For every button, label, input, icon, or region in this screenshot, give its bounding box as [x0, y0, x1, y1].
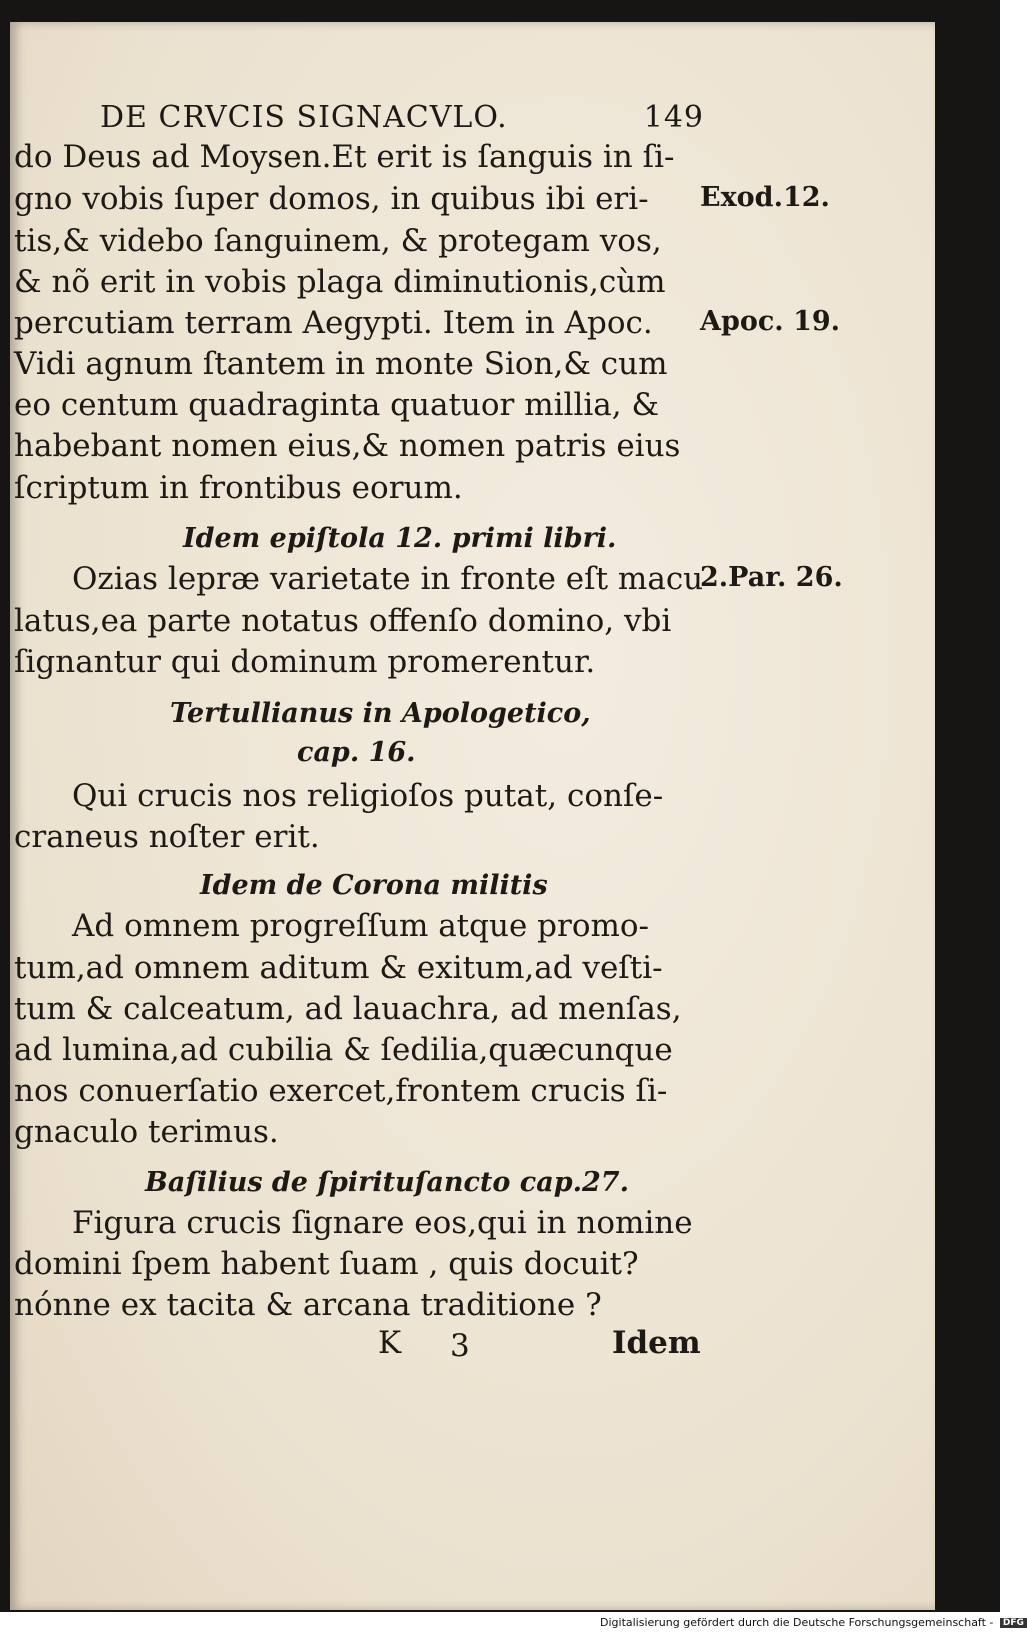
dfg-logo: DFG	[1000, 1618, 1027, 1628]
body-line: domini ſpem habent ſuam , quis docuit?	[14, 1246, 639, 1282]
signature-mark: K	[378, 1325, 402, 1361]
body-line: Qui crucis nos religioſos putat, conſe-	[72, 778, 664, 814]
body-line: latus,ea parte notatus offenſo domino, vbi	[14, 603, 672, 639]
body-line: nos conuerſatio exercet,frontem crucis ſi-	[14, 1073, 668, 1109]
body-line: tum & calceatum, ad lauachra, ad menſas,	[14, 991, 682, 1027]
body-line: ſcriptum in frontibus eorum.	[14, 470, 463, 506]
signature-number: 3	[450, 1328, 470, 1364]
body-line: percutiam terram Aegypti. Item in Apoc.	[14, 305, 653, 341]
section-subheading: cap. 16.	[297, 737, 416, 768]
section-heading: Idem de Corona militis	[200, 870, 548, 901]
margin-note-exod: Exod.12.	[700, 182, 830, 213]
body-line: craneus noſter erit.	[14, 819, 320, 855]
body-line: gnaculo terimus.	[14, 1114, 279, 1150]
catchword: Idem	[612, 1325, 701, 1361]
margin-note-apoc: Apoc. 19.	[700, 306, 841, 337]
running-head-title: DE CRVCIS SIGNACVLO.	[100, 100, 508, 135]
body-line: Vidi agnum ſtantem in monte Sion,& cum	[14, 346, 668, 382]
body-line: gno vobis ſuper domos, in quibus ibi eri-	[14, 181, 649, 217]
body-line: nónne ex tacita & arcana traditione ?	[14, 1287, 602, 1323]
body-line: habebant nomen eius,& nomen patris eius	[14, 428, 681, 464]
body-line: Ad omnem progreſſum atque promo-	[72, 908, 650, 944]
running-head	[100, 100, 704, 135]
footer-text: Digitalisierung gefördert durch die Deutsche Forschungsgemeinschaft -	[600, 1616, 994, 1629]
margin-note-par: 2.Par. 26.	[700, 562, 843, 593]
body-line: do Deus ad Moysen.Et erit is ſanguis in ſi-	[14, 139, 675, 175]
body-line: Ozias lepræ varietate in fronte eſt macu	[72, 561, 704, 597]
body-line: tis,& videbo ſanguinem, & protegam vos,	[14, 223, 662, 259]
body-line: eo centum quadraginta quatuor millia, &	[14, 387, 660, 423]
page-number: 149	[643, 100, 704, 135]
section-heading: Idem epiſtola 12. primi libri.	[183, 523, 617, 554]
body-line: ſignantur qui dominum promerentur.	[14, 644, 596, 680]
section-heading: Baſilius de ſpirituſancto cap.27.	[145, 1167, 629, 1198]
body-line: & nõ erit in vobis plaga diminutionis,cùm	[14, 264, 666, 300]
body-line: tum,ad omnem aditum & exitum,ad veſti-	[14, 950, 663, 986]
body-line: Figura crucis ſignare eos,qui in nomine	[72, 1205, 693, 1241]
body-line: ad lumina,ad cubilia & ſedilia,quæcunque	[14, 1032, 673, 1068]
section-heading: Tertullianus in Apologetico,	[170, 698, 591, 729]
digitization-footer	[600, 1616, 1024, 1629]
